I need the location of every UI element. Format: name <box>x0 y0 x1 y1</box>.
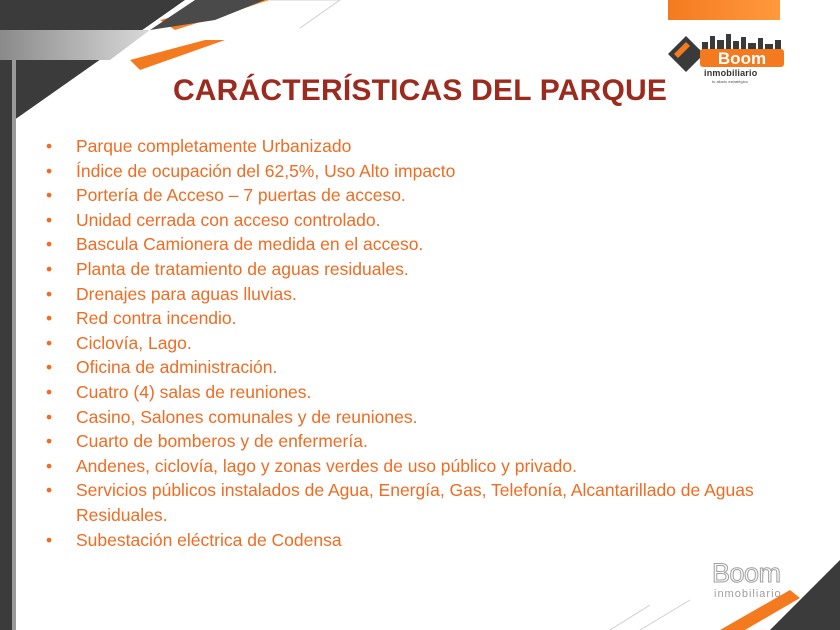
watermark-word: Boom <box>712 558 781 588</box>
boom-logo-watermark <box>712 558 802 602</box>
feature-text: Red contra incendio. <box>76 308 237 329</box>
feature-item <box>42 405 827 430</box>
bullet-icon: • <box>46 406 53 427</box>
feature-text: Unidad cerrada con acceso controlado. <box>76 209 381 230</box>
feature-text: Servicios públicos instalados de Agua, Energía, Gas, Telefonía, Alcantarillado de Aguas Residuales. <box>76 480 754 525</box>
feature-item <box>42 528 827 553</box>
feature-text: Portería de Acceso – 7 puertas de acceso. <box>76 185 406 206</box>
feature-item <box>42 306 827 331</box>
feature-item <box>42 454 827 479</box>
bullet-icon: • <box>46 136 53 156</box>
logo-top-tagline: tu aliado estratégico <box>712 79 748 84</box>
feature-item <box>42 331 827 356</box>
feature-text: Subestación eléctrica de Codensa <box>76 529 342 550</box>
feature-item <box>42 208 827 233</box>
feature-item <box>42 257 827 282</box>
feature-item <box>42 134 827 159</box>
feature-text: Cuatro (4) salas de reuniones. <box>76 381 312 402</box>
bullet-icon: • <box>46 308 53 329</box>
feature-text: Andenes, ciclovía, lago y zonas verdes de uso público y privado. <box>76 455 577 476</box>
bullet-icon: • <box>46 258 53 279</box>
bullet-icon: • <box>46 529 53 550</box>
bullet-icon: • <box>46 357 53 378</box>
bullet-icon: • <box>46 431 53 452</box>
slide-title: CARÁCTERÍSTICAS DEL PARQUE <box>172 74 668 107</box>
feature-item <box>42 380 827 405</box>
bullet-icon: • <box>46 283 53 304</box>
bullet-icon: • <box>46 234 53 255</box>
watermark-subtitle: inmobiliario <box>714 588 782 600</box>
feature-item <box>42 355 827 380</box>
feature-text: Drenajes para aguas lluvias. <box>76 283 297 304</box>
feature-item <box>42 232 827 257</box>
feature-text: Cuarto de bomberos y de enfermería. <box>76 431 368 452</box>
feature-text: Casino, Salones comunales y de reuniones. <box>76 406 418 427</box>
bullet-icon: • <box>46 480 53 501</box>
bullet-icon: • <box>46 455 53 476</box>
bullet-icon: • <box>46 209 53 230</box>
feature-item <box>42 429 827 454</box>
feature-item <box>42 183 827 208</box>
feature-text: Índice de ocupación del 62,5%, Uso Alto impacto <box>76 160 456 181</box>
feature-text: Parque completamente Urbanizado <box>76 136 352 156</box>
feature-text: Bascula Camionera de medida en el acceso. <box>76 234 424 255</box>
feature-item <box>42 478 827 527</box>
feature-text: Planta de tratamiento de aguas residuales. <box>76 258 409 279</box>
bullet-icon: • <box>46 185 53 206</box>
logo-top-subtitle: inmobiliario <box>704 68 758 78</box>
svg-text:Boom: Boom <box>717 49 767 68</box>
bullet-icon: • <box>46 160 53 181</box>
feature-item <box>42 159 827 184</box>
feature-item <box>42 282 827 307</box>
feature-text: Ciclovía, Lago. <box>76 332 192 353</box>
bullet-icon: • <box>46 332 53 353</box>
feature-text: Oficina de administración. <box>76 357 278 378</box>
bullet-icon: • <box>46 381 53 402</box>
feature-list <box>42 134 827 552</box>
